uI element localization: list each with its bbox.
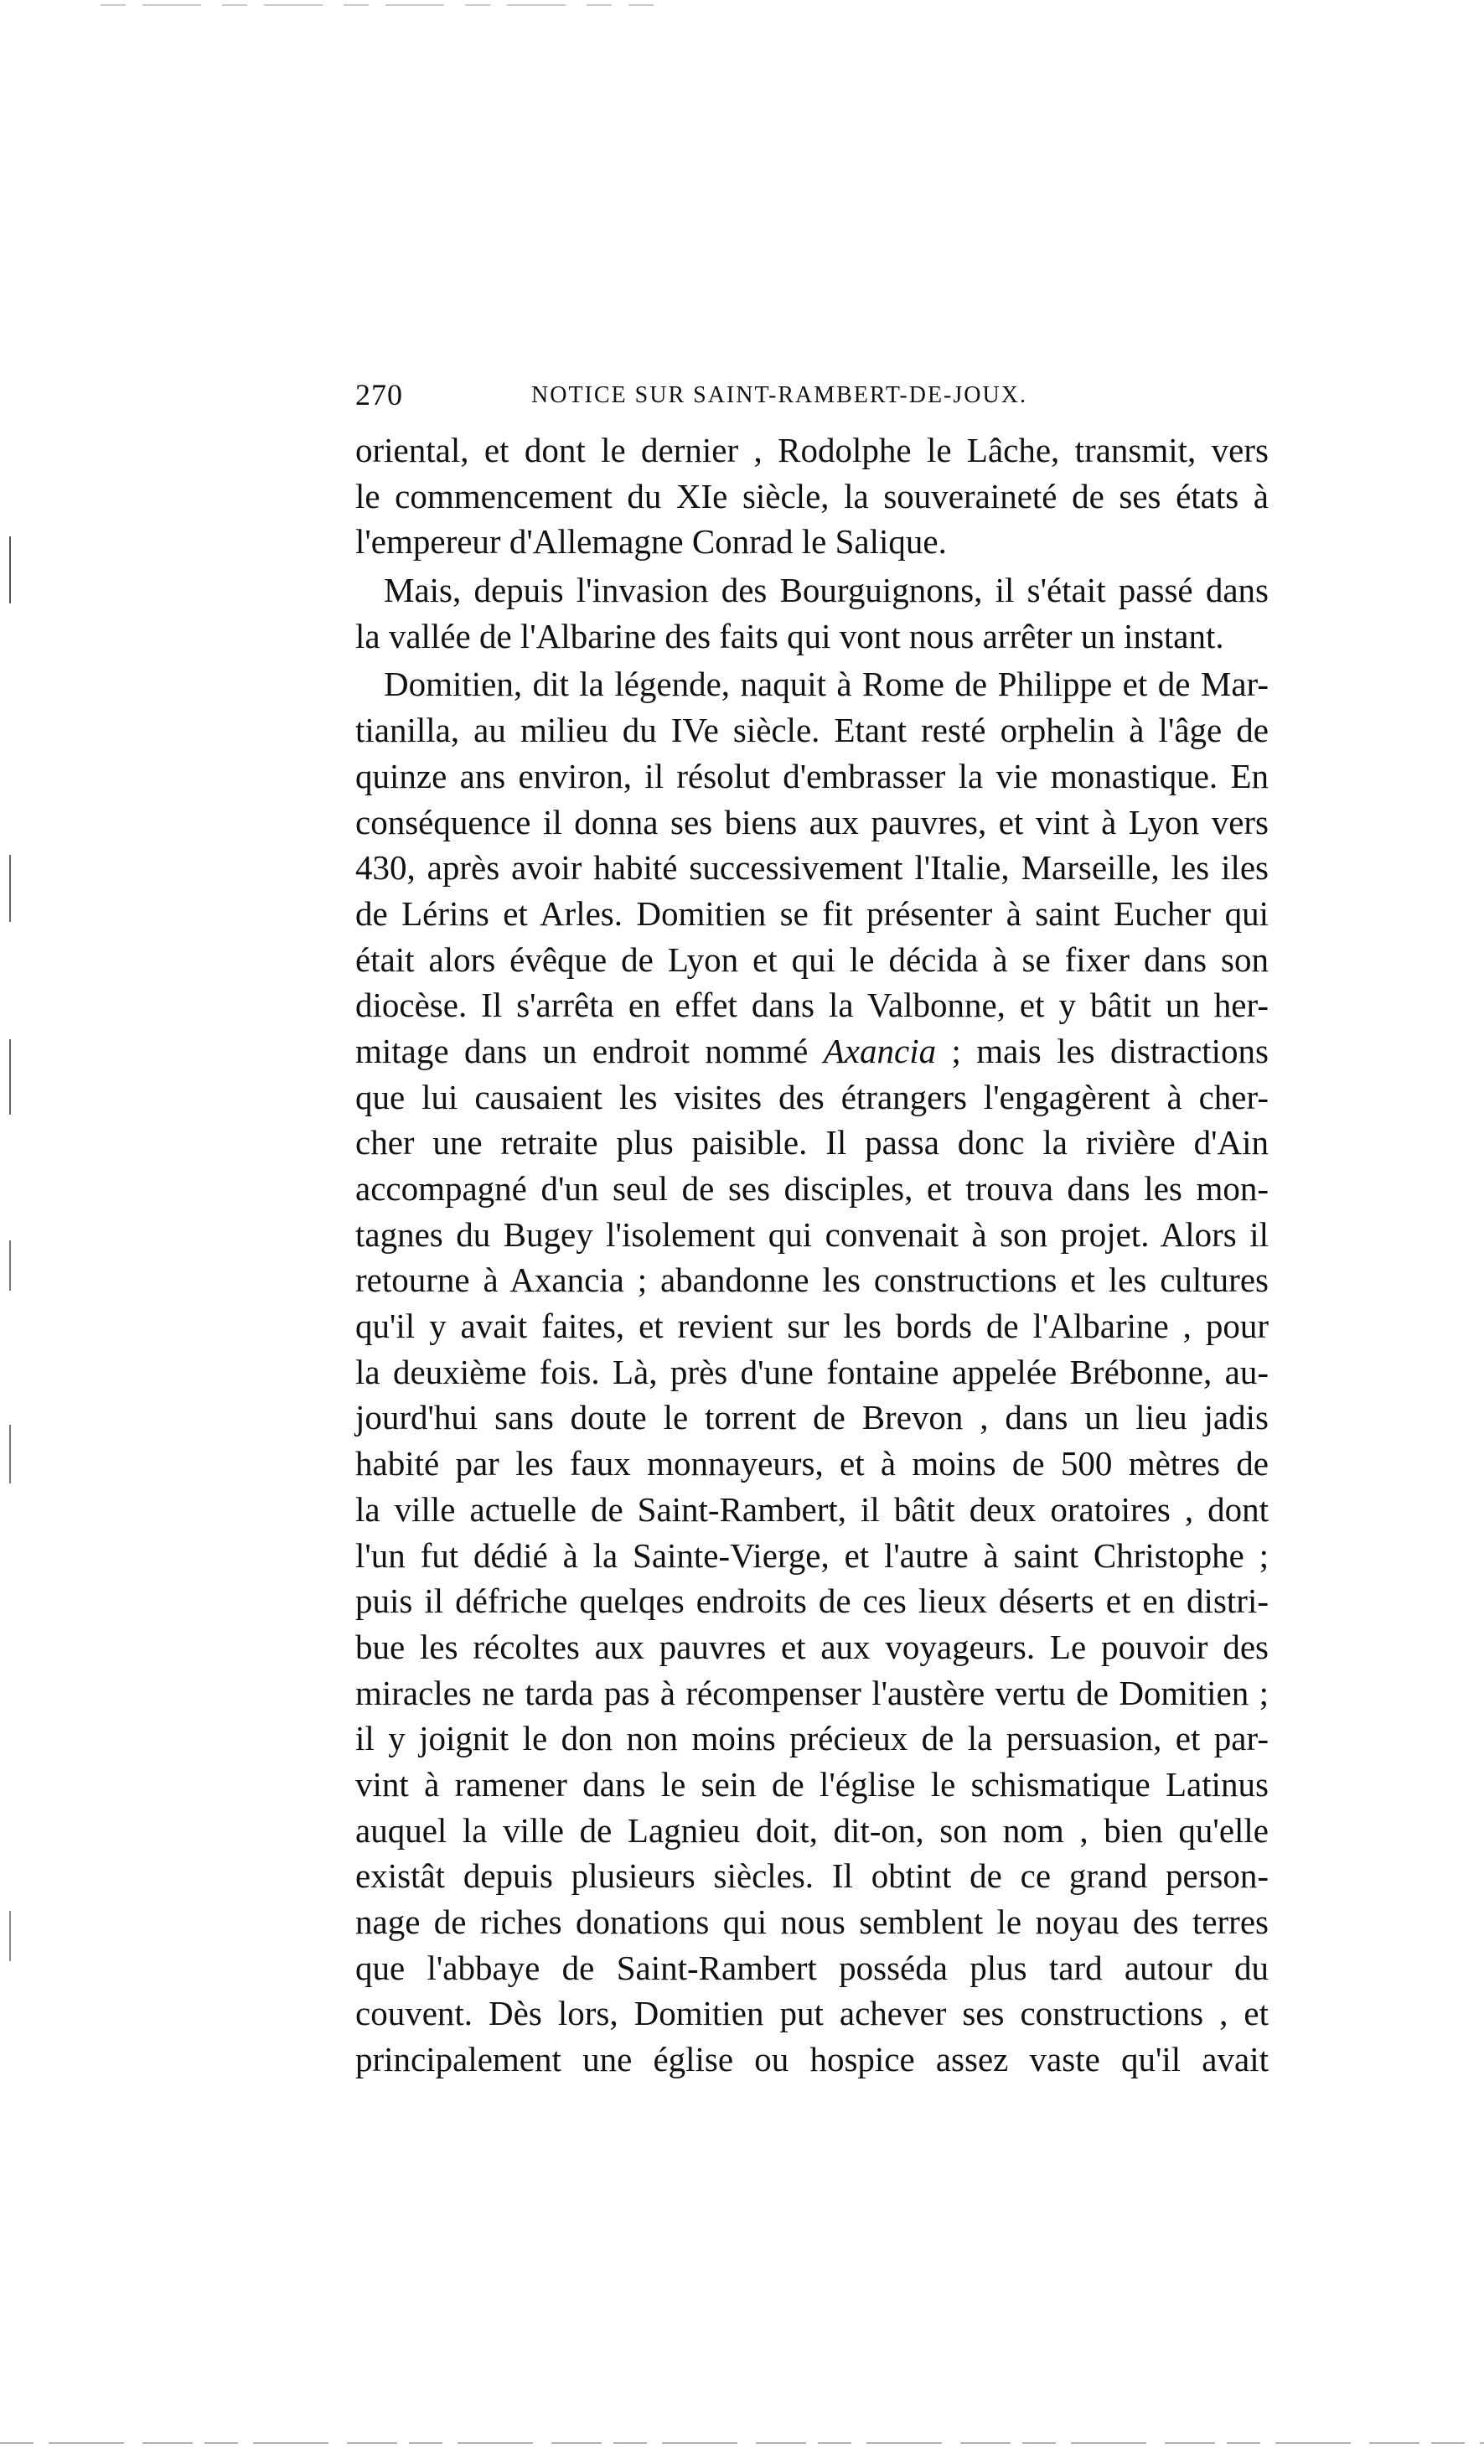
italic-place-name: Axancia <box>823 1031 937 1070</box>
text-line: bue les récoltes aux pauvres et aux voyageurs. Le pouvoir des <box>355 1627 1269 1666</box>
text-line: Domitien, dit la légende, naquit à Rome de Philippe et de Mar- <box>384 665 1269 704</box>
text-line: cher une retraite plus paisible. Il passa donc la rivière d'Ain <box>355 1123 1269 1162</box>
page-number: 270 <box>355 378 403 412</box>
text-line: que l'abbaye de Saint-Rambert posséda plus tard autour du <box>355 1948 1269 1987</box>
text-line: vint à ramener dans le sein de l'église le schismatique Latinus <box>355 1764 1269 1804</box>
text-line: auquel la ville de Lagnieu doit, dit-on, son nom , bien qu'elle <box>355 1810 1269 1850</box>
text-line: le commencement du XIe siècle, la souveraineté de ses états à <box>355 476 1269 515</box>
text-line: de Lérins et Arles. Domitien se fit présenter à saint Eucher qui <box>355 893 1269 933</box>
text-line: l'un fut dédié à la Sainte-Vierge, et l'autre à saint Christophe ; <box>355 1535 1269 1575</box>
text-line: principalement une église ou hospice assez vaste qu'il avait <box>355 2040 1269 2079</box>
text-line: quinze ans environ, il résolut d'embrasser la vie monastique. En <box>355 756 1269 795</box>
text-line-with-italic <box>355 1028 1269 1074</box>
text-line: Mais, depuis l'invasion des Bourguignons, il s'était passé dans <box>384 571 1269 610</box>
text-line: nage de riches donations qui nous semblent le noyau des terres <box>355 1902 1269 1941</box>
text-line: habité par les faux monnayeurs, et à moins de 500 mètres de <box>355 1444 1269 1483</box>
body-text <box>355 427 1269 2083</box>
text-line: 430, après avoir habité successivement l'Italie, Marseille, les iles <box>355 848 1269 888</box>
text-line: miracles ne tarda pas à récompenser l'austère vertu de Domitien ; <box>355 1673 1269 1712</box>
text-line: il y joignit le don non moins précieux de la persuasion, et par- <box>355 1719 1269 1758</box>
text-line: la deuxième fois. Là, près d'une fontaine appelée Brébonne, au- <box>355 1352 1269 1391</box>
running-header <box>355 377 1269 419</box>
text-line: la vallée de l'Albarine des faits qui vont nous arrêter un instant. <box>355 616 1224 655</box>
text-line: l'empereur d'Allemagne Conrad le Salique. <box>355 522 947 562</box>
text-line: puis il défriche quelqes endroits de ces lieux déserts et en distri- <box>355 1581 1269 1621</box>
text-line: retourne à Axancia ; abandonne les constructions et les cultures <box>355 1260 1269 1300</box>
text-line: qu'il y avait faites, et revient sur les bords de l'Albarine , pour <box>355 1307 1269 1346</box>
text-line: était alors évêque de Lyon et qui le décida à se fixer dans son <box>355 940 1269 979</box>
text-line: accompagné d'un seul de ses disciples, et trouva dans les mon- <box>355 1169 1269 1208</box>
text-fragment: ; mais les distractions <box>951 1031 1269 1070</box>
text-line: la ville actuelle de Saint-Rambert, il bâtit deux oratoires , dont <box>355 1489 1269 1529</box>
text-line: oriental, et dont le dernier , Rodolphe le Lâche, transmit, vers <box>355 431 1269 469</box>
text-line: tagnes du Bugey l'isolement qui convenait à son projet. Alors il <box>355 1214 1269 1254</box>
text-line: jourd'hui sans doute le torrent de Brevon , dans un lieu jadis <box>355 1398 1269 1437</box>
text-line: diocèse. Il s'arrêta en effet dans la Valbonne, et y bâtit un her- <box>355 986 1269 1025</box>
text-fragment: mitage dans un endroit nommé <box>355 1031 809 1070</box>
text-line: couvent. Dès lors, Domitien put achever ses constructions , et <box>355 1994 1269 2033</box>
text-line: conséquence il donna ses biens aux pauvres, et vint à Lyon vers <box>355 802 1269 841</box>
text-line: tianilla, au milieu du IVe siècle. Etant resté orphelin à l'âge de <box>355 711 1269 750</box>
running-head-title: NOTICE SUR SAINT-RAMBERT-DE-JOUX. <box>531 382 1027 408</box>
text-line: que lui causaient les visites des étrangers l'engagèrent à cher- <box>355 1077 1269 1116</box>
text-line: existât depuis plusieurs siècles. Il obtint de ce grand person- <box>355 1856 1269 1896</box>
